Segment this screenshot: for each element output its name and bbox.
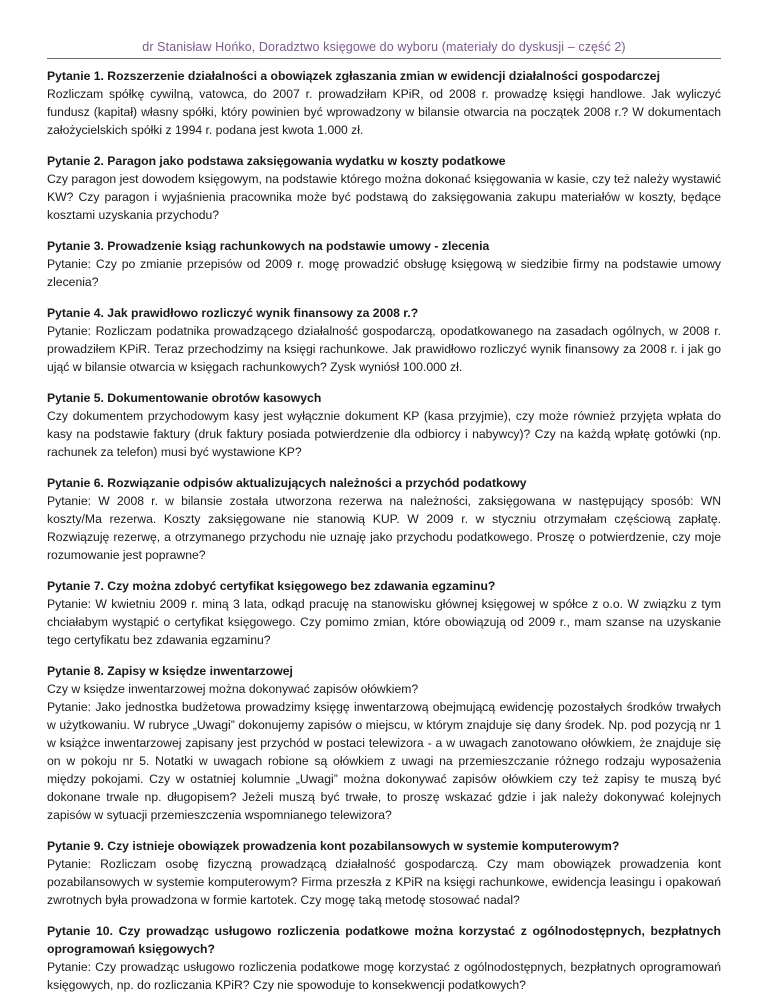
question-body: Pytanie: W kwietniu 2009 r. miną 3 lata, odkąd pracuję na stanowisku głównej księgowej w spółce z o.o. W związku z tym chciałabym wystąpić o certyfikat księgowego. Czy pomimo zmian, które obowiązują od 2009 r., mam szanse na uzyskanie tego certyfikatu bez zdawania egzaminu? bbox=[47, 597, 721, 647]
question-list bbox=[47, 67, 721, 994]
question-title: Pytanie 2. Paragon jako podstawa zaksięgowania wydatku w koszty podatkowe bbox=[47, 154, 506, 168]
question-block bbox=[47, 922, 721, 994]
question-body: Pytanie: Czy po zmianie przepisów od 2009 r. mogę prowadzić obsługę księgową w siedzibie firmy na podstawie umowy zlecenia? bbox=[47, 257, 721, 289]
question-body: Czy paragon jest dowodem księgowym, na podstawie którego można dokonać księgowania w kasie, czy też należy wystawić KW? Czy paragon i wyjaśnienia pracownika może być podstawą do zaksięgowania zakupu materiałów w koszty, będące kosztami uzyskania przychodu? bbox=[47, 172, 721, 222]
question-body: Czy w księdze inwentarzowej można dokonywać zapisów ołówkiem? bbox=[47, 682, 419, 696]
question-body: Rozliczam spółkę cywilną, vatowca, do 2007 r. prowadziłam KPiR, od 2008 r. prowadzę księgi handlowe. Jak wyliczyć fundusz (kapitał) własny spółki, który powinien być wprowadzony w bilansie otwarcia na początek 2008 r.? W dokumentach założycielskich spółki z 1994 r. podana jest kwota 1.000 zł. bbox=[47, 87, 721, 137]
question-block bbox=[47, 152, 721, 224]
question-block bbox=[47, 237, 721, 291]
question-block bbox=[47, 577, 721, 649]
question-title: Pytanie 1. Rozszerzenie działalności a obowiązek zgłaszania zmian w ewidencji działalności gospodarczej bbox=[47, 69, 660, 83]
question-body: Pytanie: Rozliczam podatnika prowadzącego działalność gospodarczą, opodatkowanego na zasadach ogólnych, w 2008 r. prowadziłem KPiR. Teraz przechodzimy na księgi rachunkowe. Jak prawidłowo rozliczyć wynik finansowy za 2008 r. i jak go ująć w bilansie otwarcia w księgach rachunkowych? Zysk wyniósł 100.000 zł. bbox=[47, 324, 721, 374]
question-block bbox=[47, 389, 721, 461]
question-block bbox=[47, 304, 721, 376]
question-body: Pytanie: Jako jednostka budżetowa prowadzimy księgę inwentarzową obejmującą ewidencję pozostałych środków trwałych w użytkowaniu. W rubryce „Uwagi” dokonujemy zapisów o miejscu, w którym znajduje się dany środek. Np. pod pozycją nr 1 w książce inwentarzowej zapisany jest przychód w postaci telewizora - a w uwagach zanotowano ołówkiem, że znajduje się on w pokoju nr 5. Notatki w uwagach robione są ołówkiem z uwagi na przemieszczanie różnego rodzaju wyposażenia między pokojami. Czy w ostatniej kolumnie „Uwagi” można dokonywać zapisów ołówkiem czy też zapisy te muszą być dokonane trwale np. długopisem? Jeżeli muszą być trwałe, to proszę wskazać gdzie i jak należy dokonywać kolejnych zapisów w sytuacji przemieszczenia wspomnianego telewizora? bbox=[47, 700, 721, 822]
question-block bbox=[47, 837, 721, 909]
question-title: Pytanie 4. Jak prawidłowo rozliczyć wynik finansowy za 2008 r.? bbox=[47, 306, 419, 320]
question-body: Pytanie: Czy prowadząc usługowo rozliczenia podatkowe mogę korzystać z ogólnodostępnych, bezpłatnych oprogramowań księgowych, np. do rozliczania KPiR? Czy nie spowoduje to konsekwencji podatkowych? bbox=[47, 960, 721, 992]
question-title: Pytanie 3. Prowadzenie ksiąg rachunkowych na podstawie umowy - zlecenia bbox=[47, 239, 490, 253]
question-block bbox=[47, 67, 721, 139]
question-body: Pytanie: W 2008 r. w bilansie została utworzona rezerwa na należności, zaksięgowana w następujący sposób: WN koszty/Ma rezerwa. Koszty zaksięgowane nie stanowią KUP. W 2009 r. w styczniu otrzymałam częściową zapłatę. Rozwiązuję rezerwę, a otrzymanego przychodu nie uznaję jako przychodu podatkowego. Proszę o potwierdzenie, czy moje rozumowanie jest poprawne? bbox=[47, 494, 721, 562]
question-block bbox=[47, 662, 721, 824]
question-title: Pytanie 8. Zapisy w księdze inwentarzowej bbox=[47, 664, 293, 678]
question-block bbox=[47, 474, 721, 564]
question-body: Pytanie: Rozliczam osobę fizyczną prowadzącą działalność gospodarczą. Czy mam obowiązek prowadzenia kont pozabilansowych w systemie komputerowym? Firma przeszła z KPiR na księgi rachunkowe, ewidencja leasingu i opakowań zwrotnych była prowadzona w formie kartotek. Czy mogę taką metodę stosować nadal? bbox=[47, 857, 721, 907]
question-title: Pytanie 7. Czy można zdobyć certyfikat księgowego bez zdawania egzaminu? bbox=[47, 579, 496, 593]
question-title: Pytanie 6. Rozwiązanie odpisów aktualizujących należności a przychód podatkowy bbox=[47, 476, 527, 490]
question-title: Pytanie 10. Czy prowadząc usługowo rozliczenia podatkowe można korzystać z ogólnodostępnych, bezpłatnych oprogramowań księgowych? bbox=[47, 924, 721, 956]
question-body: Czy dokumentem przychodowym kasy jest wyłącznie dokument KP (kasa przyjmie), czy może również przyjęta wpłata do kasy na podstawie faktury (druk faktury posiada potwierdzenie dla odbiorcy i nabywcy)? Czy na każdą wpłatę gotówki (np. rachunek za telefon) musi być wystawione KP? bbox=[47, 409, 721, 459]
question-title: Pytanie 5. Dokumentowanie obrotów kasowych bbox=[47, 391, 322, 405]
page-header: dr Stanisław Hońko, Doradztwo księgowe do wyboru (materiały do dyskusji – część 2) bbox=[47, 40, 721, 59]
question-title: Pytanie 9. Czy istnieje obowiązek prowadzenia kont pozabilansowych w systemie komputerowym? bbox=[47, 839, 620, 853]
